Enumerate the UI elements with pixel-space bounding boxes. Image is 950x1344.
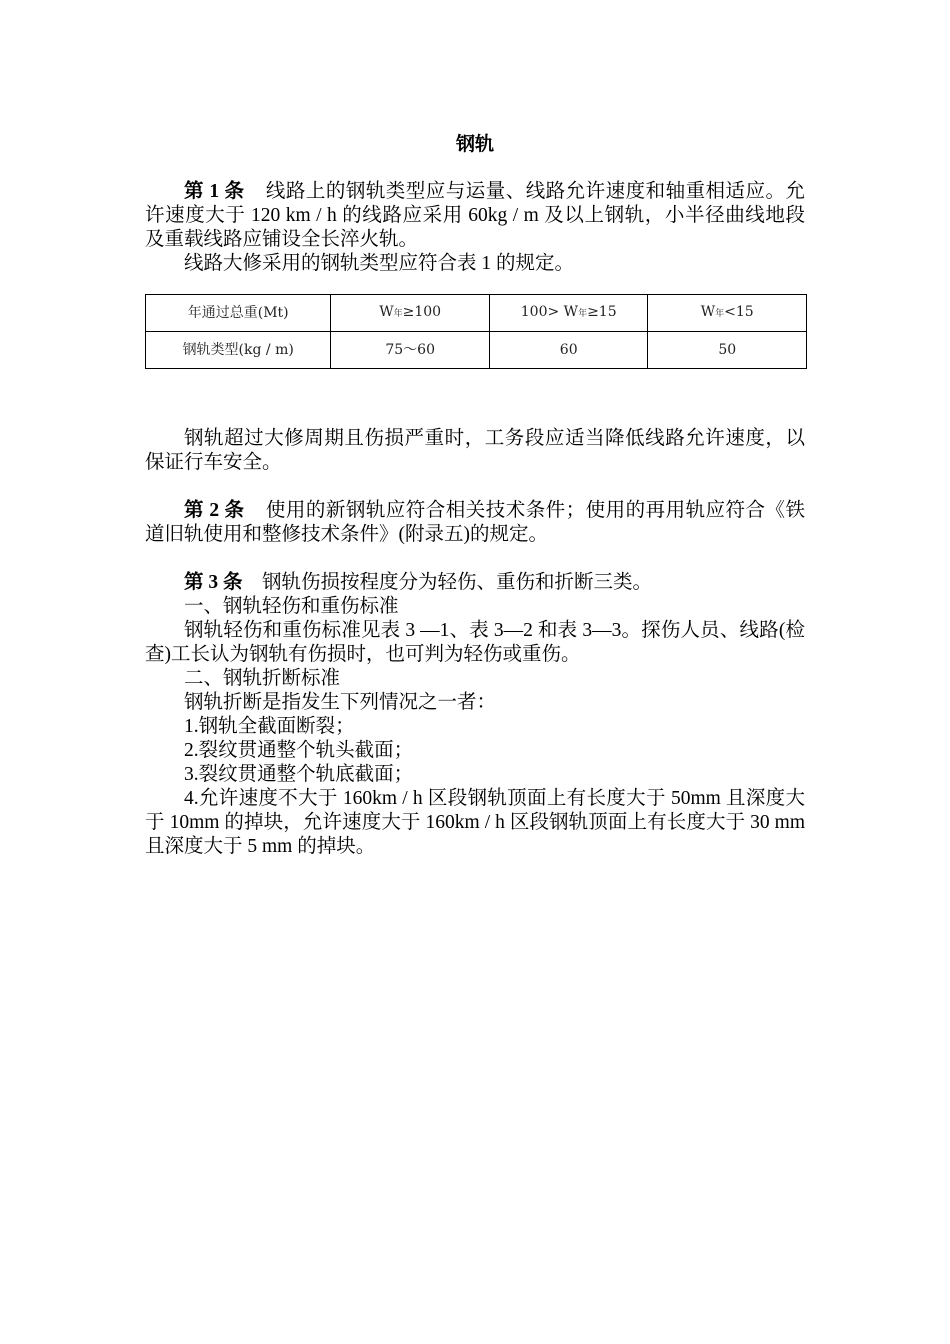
section-heading-1: 一、钢轨轻伤和重伤标准	[184, 596, 399, 617]
article-1-text-2: 线路大修采用的钢轨类型应符合表 1 的规定。	[184, 253, 575, 274]
article-1	[145, 180, 805, 252]
list-item: 2.裂纹贯通整个轨头截面；	[184, 740, 414, 761]
article-3	[145, 571, 805, 595]
table-row	[146, 295, 807, 332]
table-cell: 100> W年≥15	[489, 295, 648, 332]
article-1-text: 线路上的钢轨类型应与运量、线路允许速度和轴重相适应。允许速度大于 120 km / h 的线路应采用 60kg / m 及以上钢轨，小半径曲线地段及重载线路应铺设全长淬火轨。	[145, 181, 805, 250]
rail-type-table	[145, 294, 807, 369]
article-3-text: 钢轨伤损按程度分为轻伤、重伤和折断三类。	[262, 572, 653, 593]
article-2-label: 第 2 条	[184, 500, 245, 521]
table-cell: W年<15	[648, 295, 807, 332]
list-item: 1.钢轨全截面断裂；	[184, 716, 355, 737]
article-1-label: 第 1 条	[184, 181, 245, 202]
section-paragraph-2: 钢轨折断是指发生下列情况之一者：	[184, 692, 497, 713]
article-2-text: 使用的新钢轨应符合相关技术条件；使用的再用轨应符合《铁道旧轨使用和整修技术条件》(附录五)的规定。	[145, 500, 805, 545]
after-table-paragraph: 钢轨超过大修周期且伤损严重时，工务段应适当降低线路允许速度，以保证行车安全。	[145, 428, 805, 473]
table-cell: 50	[648, 332, 807, 369]
table-header-cell: 钢轨类型(kg / m)	[146, 332, 331, 369]
table-cell: 60	[489, 332, 648, 369]
article-2	[145, 499, 805, 547]
table-cell: 75～60	[331, 332, 490, 369]
list-item: 4.允许速度不大于 160km / h 区段钢轨顶面上有长度大于 50mm 且深度大于 10mm 的掉块，允许速度大于 160km / h 区段钢轨顶面上有长度大于 30 mm 且深度大于 5 mm 的掉块。	[145, 788, 805, 857]
document-body	[145, 128, 805, 859]
table-header-cell: 年通过总重(Mt)	[146, 295, 331, 332]
table-row	[146, 332, 807, 369]
section-paragraph-1: 钢轨轻伤和重伤标准见表 3 —1、表 3—2 和表 3—3。探伤人员、线路(检查)工长认为钢轨有伤损时，也可判为轻伤或重伤。	[145, 620, 805, 665]
section-heading-2: 二、钢轨折断标准	[184, 668, 341, 689]
document-title: 钢轨	[455, 133, 494, 155]
article-3-label: 第 3 条	[184, 572, 243, 593]
list-item: 3.裂纹贯通整个轨底截面；	[184, 764, 414, 785]
table-cell: W年≥100	[331, 295, 490, 332]
